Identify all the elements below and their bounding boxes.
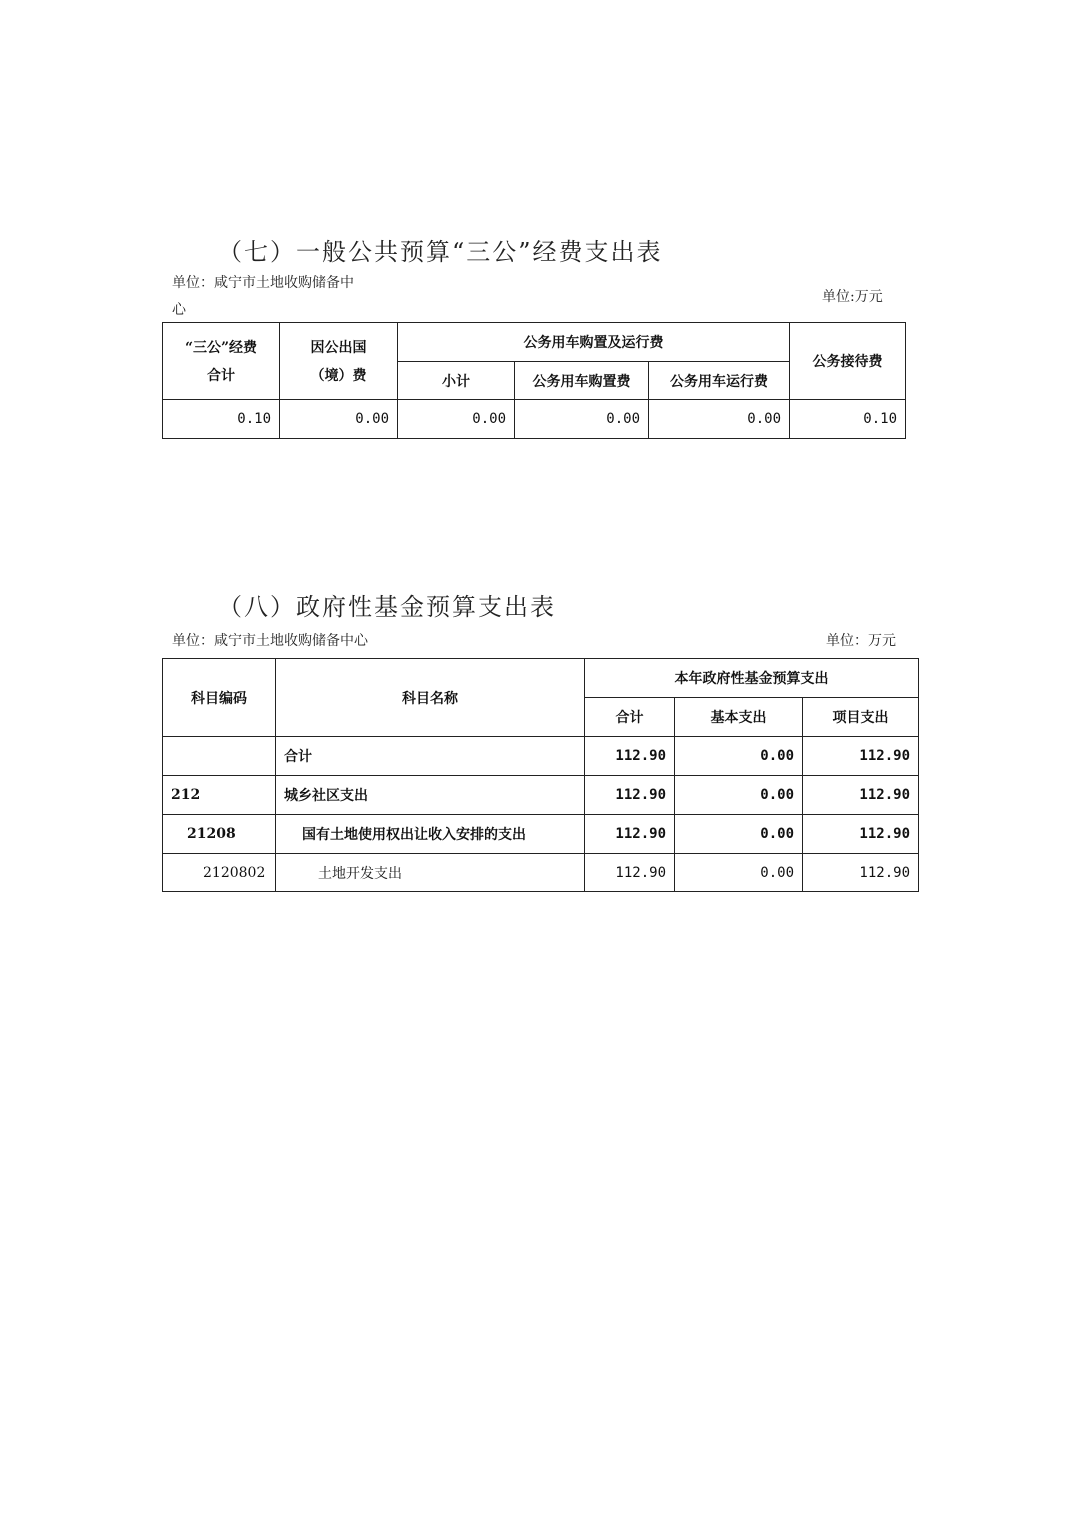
cell-total: 112.90 — [585, 776, 675, 815]
header-vehicle-purchase: 公务用车购置费 — [515, 362, 649, 400]
cell-name: 土地开发支出 — [276, 854, 585, 892]
table-row — [163, 815, 919, 854]
section8-title: （八）政府性基金预算支出表 — [218, 593, 556, 621]
cell-code: 2120802 — [163, 854, 276, 892]
cell-basic: 0.00 — [675, 815, 803, 854]
header-reception: 公务接待费 — [790, 323, 906, 400]
section7-unit-left-line2: 心 — [172, 302, 186, 318]
section8-unit-left: 单位：咸宁市土地收购储备中心 — [172, 633, 368, 649]
header-basic: 基本支出 — [675, 698, 803, 737]
cell-sangong-total: 0.10 — [163, 400, 280, 439]
table-row — [163, 737, 919, 776]
cell-project: 112.90 — [803, 737, 919, 776]
section7-unit-left-line1: 单位：咸宁市土地收购储备中 — [172, 275, 354, 291]
cell-basic: 0.00 — [675, 737, 803, 776]
header-sangong-total — [163, 323, 280, 400]
cell-basic: 0.00 — [675, 776, 803, 815]
cell-name: 国有土地使用权出让收入安排的支出 — [276, 815, 585, 854]
header-abroad-line2: （境）费 — [310, 368, 367, 384]
cell-total: 112.90 — [585, 854, 675, 892]
cell-code — [163, 737, 276, 776]
cell-vehicle-operation: 0.00 — [649, 400, 790, 439]
sangong-expense-table — [162, 322, 906, 439]
cell-abroad: 0.00 — [280, 400, 398, 439]
header-subtotal: 小计 — [398, 362, 515, 400]
cell-project: 112.90 — [803, 854, 919, 892]
header-total: 合计 — [585, 698, 675, 737]
cell-subtotal: 0.00 — [398, 400, 515, 439]
table-row — [163, 400, 906, 439]
cell-total: 112.90 — [585, 737, 675, 776]
section7-title: （七）一般公共预算“三公”经费支出表 — [218, 238, 663, 266]
cell-total: 112.90 — [585, 815, 675, 854]
header-abroad-line1: 因公出国 — [310, 340, 367, 356]
cell-basic: 0.00 — [675, 854, 803, 892]
cell-name: 城乡社区支出 — [276, 776, 585, 815]
cell-name: 合计 — [276, 737, 585, 776]
header-abroad — [280, 323, 398, 400]
cell-reception: 0.10 — [790, 400, 906, 439]
table-row — [163, 776, 919, 815]
header-project: 项目支出 — [803, 698, 919, 737]
header-code: 科目编码 — [163, 659, 276, 737]
header-sangong-total-line2: 合计 — [207, 368, 235, 384]
header-sangong-total-line1: “三公”经费 — [184, 340, 258, 356]
header-vehicle-group: 公务用车购置及运行费 — [398, 323, 790, 362]
header-fund-group: 本年政府性基金预算支出 — [585, 659, 919, 698]
cell-project: 112.90 — [803, 815, 919, 854]
section7-unit-right: 单位:万元 — [822, 289, 883, 305]
section8-unit-right: 单位：万元 — [826, 633, 896, 649]
cell-code: 21208 — [163, 815, 276, 854]
header-name: 科目名称 — [276, 659, 585, 737]
government-fund-table — [162, 658, 919, 892]
cell-vehicle-purchase: 0.00 — [515, 400, 649, 439]
header-vehicle-operation: 公务用车运行费 — [649, 362, 790, 400]
cell-code: 212 — [163, 776, 276, 815]
cell-project: 112.90 — [803, 776, 919, 815]
table-row — [163, 854, 919, 892]
